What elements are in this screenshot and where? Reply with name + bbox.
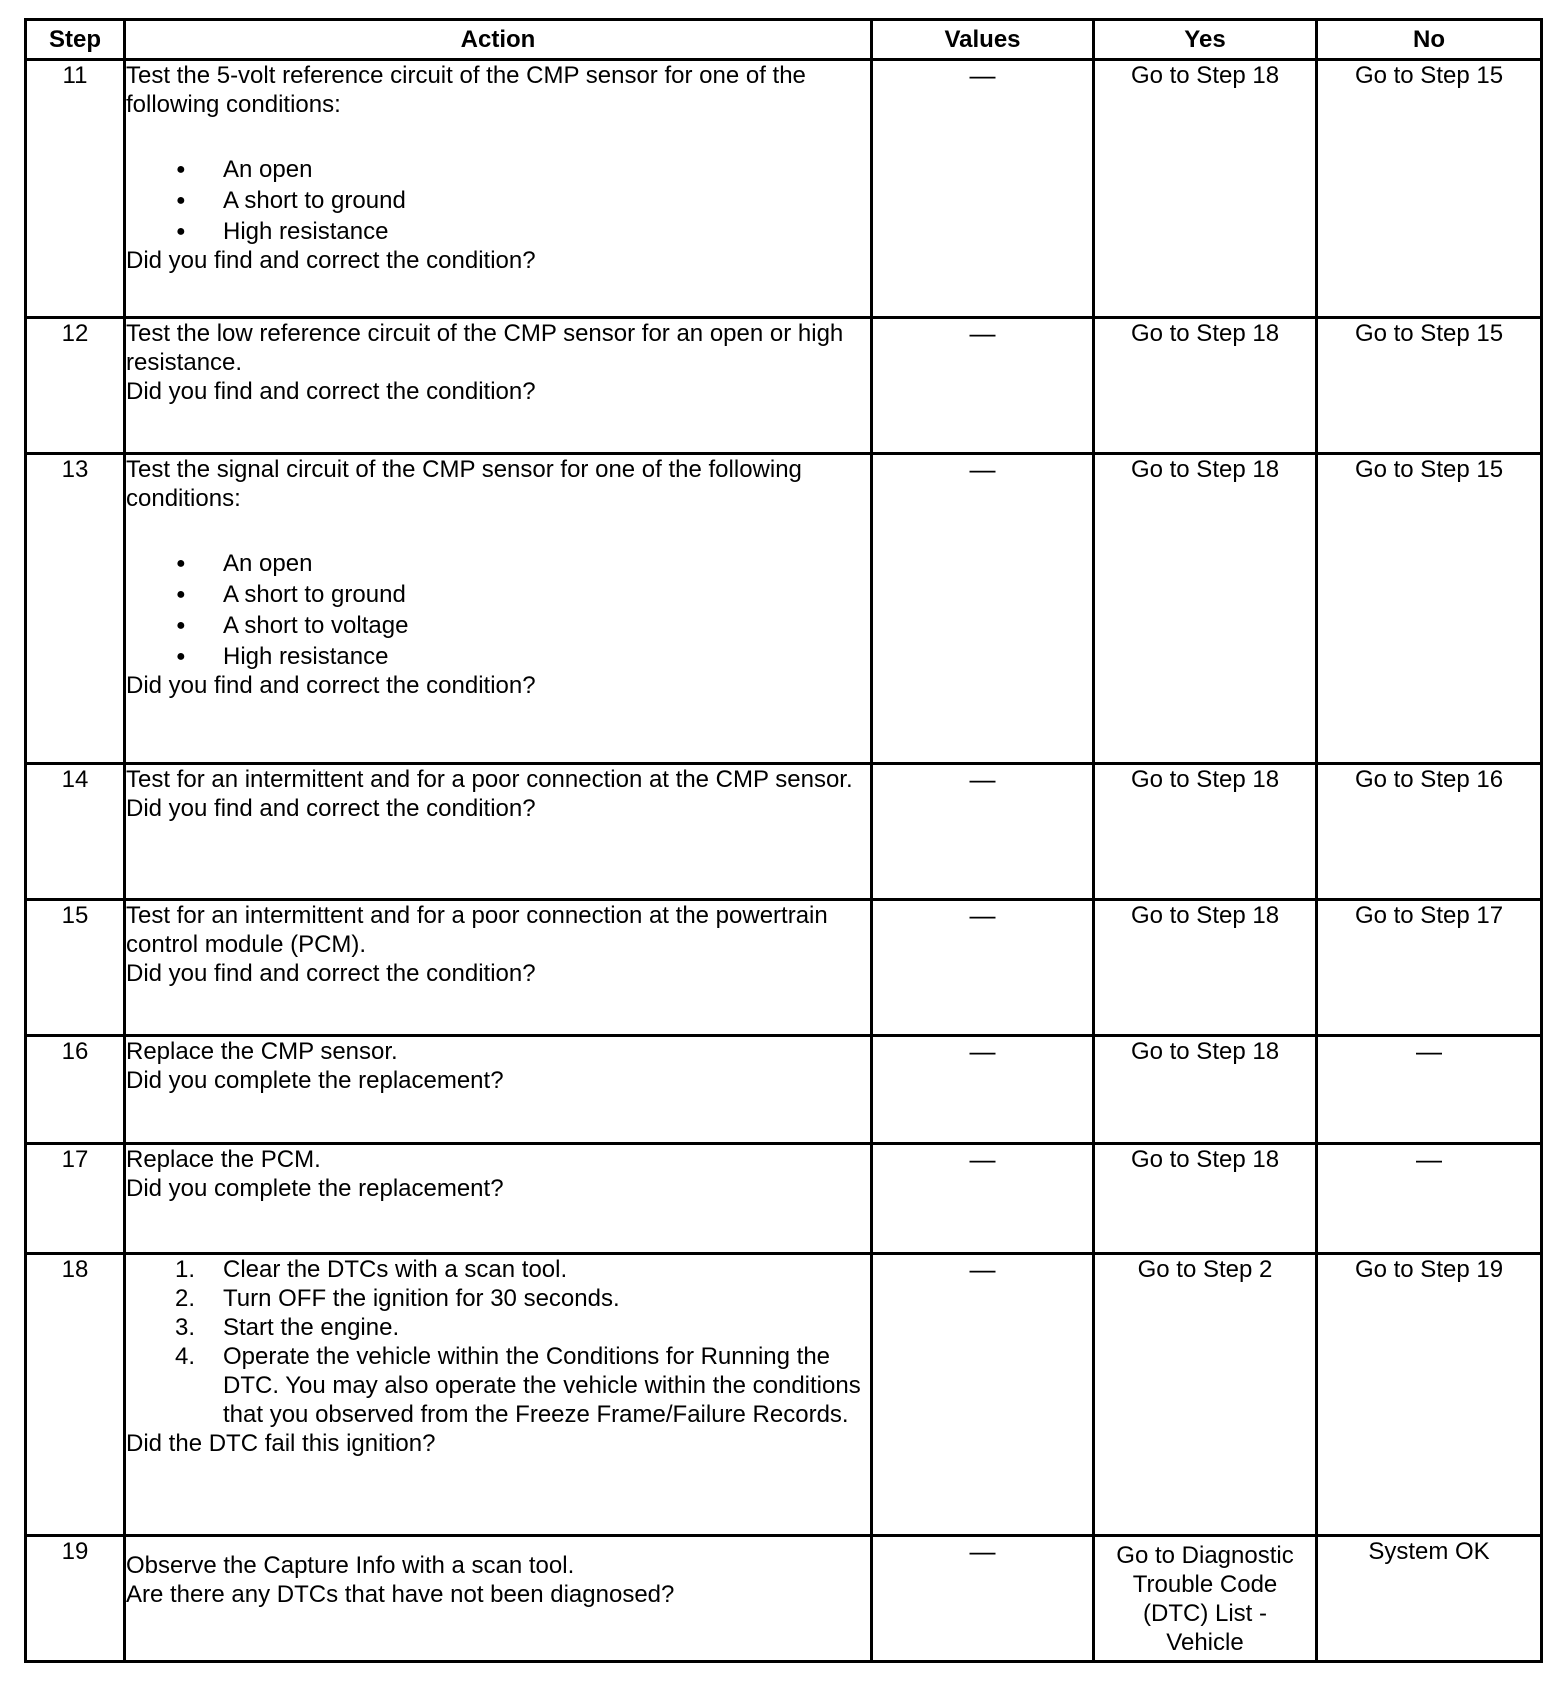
- value-cell: —: [872, 764, 1094, 900]
- action-intro: Test for an intermittent and for a poor connection at the powertrain control module (PCM).: [126, 902, 828, 958]
- action-question: Did you complete the replacement?: [126, 1067, 504, 1094]
- step-number: 18: [26, 1254, 125, 1536]
- action-cell: [125, 1536, 872, 1662]
- list-text: Clear the DTCs with a scan tool.: [223, 1256, 568, 1283]
- value-cell: —: [872, 454, 1094, 764]
- list-number: 4.: [175, 1343, 196, 1370]
- action-question: Did you find and correct the condition?: [126, 247, 536, 274]
- no-cell: —: [1317, 1036, 1542, 1144]
- header-step: Step: [26, 20, 125, 60]
- table-row: [26, 1254, 1542, 1536]
- no-cell: Go to Step 15: [1317, 318, 1542, 454]
- value-cell: —: [872, 60, 1094, 318]
- action-question: Did the DTC fail this ignition?: [126, 1430, 436, 1457]
- step-number: 17: [26, 1144, 125, 1254]
- condition-list: [126, 155, 870, 246]
- action-intro: Test the 5-volt reference circuit of the CMP sensor for one of the following conditions:: [126, 62, 806, 118]
- action-question: Did you complete the replacement?: [126, 1175, 504, 1202]
- step-number: 11: [26, 60, 125, 318]
- action-cell: [125, 318, 872, 454]
- condition-list: [126, 549, 870, 671]
- yes-cell: Go to Step 18: [1094, 1036, 1317, 1144]
- value-cell: —: [872, 1144, 1094, 1254]
- list-text: Operate the vehicle within the Conditions for Running the DTC. You may also operate the vehicle within the conditions that you observed from the Freeze Frame/Failure Records.: [223, 1343, 861, 1428]
- action-cell: [125, 764, 872, 900]
- list-text: Start the engine.: [223, 1314, 400, 1341]
- header-yes: Yes: [1094, 20, 1317, 60]
- list-item: ● An open: [126, 155, 870, 184]
- yes-cell: Go to Diagnostic Trouble Code (DTC) List - Vehicle: [1094, 1536, 1317, 1662]
- action-cell: [125, 60, 872, 318]
- table-row: [26, 1144, 1542, 1254]
- yes-cell: Go to Step 2: [1094, 1254, 1317, 1536]
- action-question: Are there any DTCs that have not been diagnosed?: [126, 1581, 675, 1608]
- no-cell: Go to Step 17: [1317, 900, 1542, 1036]
- action-intro: Test the low reference circuit of the CMP sensor for an open or high resistance.: [126, 320, 844, 376]
- list-item: ● An open: [126, 549, 870, 578]
- list-item: [126, 1342, 870, 1429]
- no-cell: —: [1317, 1144, 1542, 1254]
- header-values: Values: [872, 20, 1094, 60]
- action-cell: [125, 454, 872, 764]
- header-no: No: [1317, 20, 1542, 60]
- action-intro: Replace the CMP sensor.: [126, 1038, 398, 1065]
- value-cell: —: [872, 1254, 1094, 1536]
- diagnostic-table: [24, 18, 1543, 1663]
- action-cell: [125, 1036, 872, 1144]
- list-item: [126, 1313, 870, 1342]
- table-row: [26, 900, 1542, 1036]
- yes-cell: Go to Step 18: [1094, 1144, 1317, 1254]
- action-intro: Test the signal circuit of the CMP sensor for one of the following conditions:: [126, 456, 802, 512]
- table-row: [26, 454, 1542, 764]
- table-row: [26, 1536, 1542, 1662]
- table-row: [26, 318, 1542, 454]
- value-cell: —: [872, 1536, 1094, 1662]
- action-intro: Replace the PCM.: [126, 1146, 321, 1173]
- list-number: 1.: [175, 1256, 196, 1283]
- value-cell: —: [872, 900, 1094, 1036]
- list-item: ● High resistance: [126, 642, 870, 671]
- value-cell: —: [872, 1036, 1094, 1144]
- list-item: [126, 1255, 870, 1284]
- action-intro: Test for an intermittent and for a poor connection at the CMP sensor.: [126, 766, 853, 793]
- action-cell: [125, 1144, 872, 1254]
- list-item: ● A short to ground: [126, 186, 870, 215]
- table-row: [26, 764, 1542, 900]
- step-number: 14: [26, 764, 125, 900]
- yes-cell: Go to Step 18: [1094, 900, 1317, 1036]
- step-number: 15: [26, 900, 125, 1036]
- list-item: ● A short to voltage: [126, 611, 870, 640]
- action-question: Did you find and correct the condition?: [126, 378, 536, 405]
- yes-cell: Go to Step 18: [1094, 454, 1317, 764]
- action-cell: [125, 900, 872, 1036]
- no-cell: Go to Step 15: [1317, 60, 1542, 318]
- step-number: 12: [26, 318, 125, 454]
- action-intro: Observe the Capture Info with a scan tool.: [126, 1552, 575, 1579]
- list-item: ● A short to ground: [126, 580, 870, 609]
- no-cell: Go to Step 16: [1317, 764, 1542, 900]
- action-question: Did you find and correct the condition?: [126, 672, 536, 699]
- step-number: 13: [26, 454, 125, 764]
- action-question: Did you find and correct the condition?: [126, 795, 536, 822]
- list-number: 2.: [175, 1285, 196, 1312]
- list-item: [126, 1284, 870, 1313]
- table-row: [26, 60, 1542, 318]
- action-cell: [125, 1254, 872, 1536]
- step-number: 16: [26, 1036, 125, 1144]
- list-text: Turn OFF the ignition for 30 seconds.: [223, 1285, 620, 1312]
- yes-cell: Go to Step 18: [1094, 60, 1317, 318]
- header-action: Action: [125, 20, 872, 60]
- list-item: ● High resistance: [126, 217, 870, 246]
- yes-cell: Go to Step 18: [1094, 764, 1317, 900]
- header-row: [26, 20, 1542, 60]
- table-row: [26, 1036, 1542, 1144]
- yes-cell: Go to Step 18: [1094, 318, 1317, 454]
- list-number: 3.: [175, 1314, 196, 1341]
- value-cell: —: [872, 318, 1094, 454]
- procedure-list: [126, 1255, 870, 1429]
- no-cell: Go to Step 19: [1317, 1254, 1542, 1536]
- no-cell: Go to Step 15: [1317, 454, 1542, 764]
- no-cell: System OK: [1317, 1536, 1542, 1662]
- step-number: 19: [26, 1536, 125, 1662]
- action-question: Did you find and correct the condition?: [126, 960, 536, 987]
